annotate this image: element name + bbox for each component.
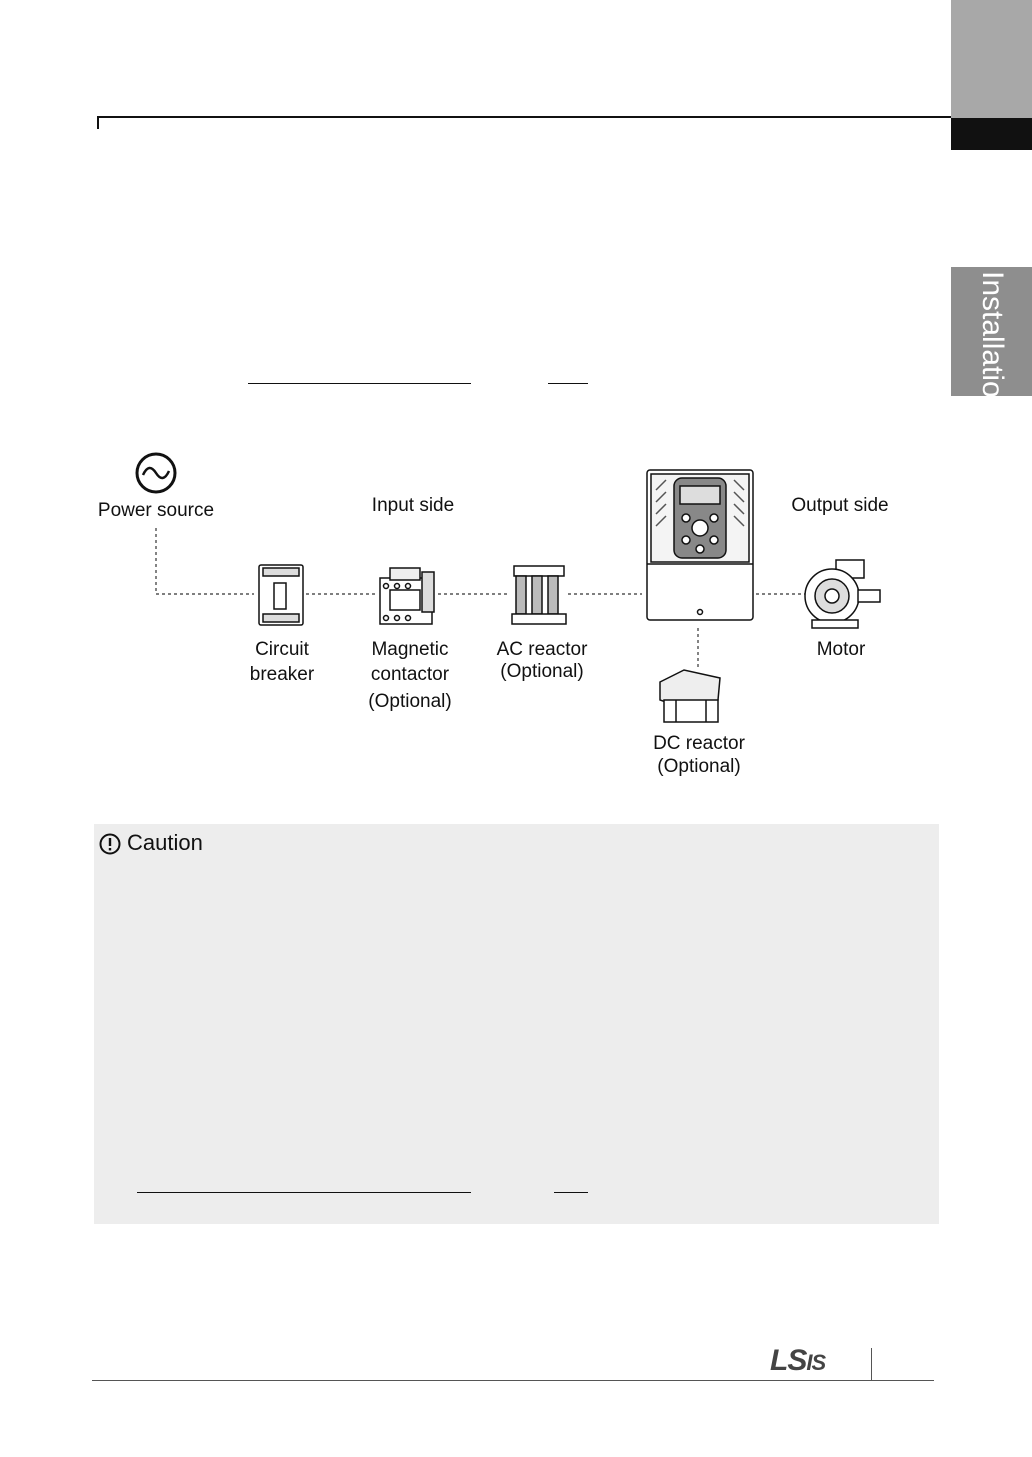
- magnetic-contactor-icon: [380, 568, 434, 624]
- circuit-breaker-icon: [259, 565, 303, 625]
- header-tick: [97, 116, 99, 129]
- chapter-tab-top: [951, 0, 1032, 118]
- magnetic-contactor-label: Magnetic contactor (Optional): [368, 639, 452, 712]
- dc-reactor-label: DC reactor (Optional): [653, 733, 745, 777]
- ac-reactor-icon: [512, 566, 566, 624]
- reference-underline: [548, 383, 588, 384]
- reference-underline: [137, 1192, 471, 1193]
- footer-rule: [92, 1380, 934, 1381]
- ac-reactor-label: AC reactor (Optional): [496, 639, 588, 682]
- footer-separator: [871, 1348, 872, 1380]
- header-rule: [97, 116, 951, 118]
- section-tab-label: Installation: [976, 271, 1009, 415]
- motor-icon: [805, 560, 880, 628]
- caution-title: Caution: [127, 830, 203, 855]
- motor-label: Motor: [816, 639, 866, 660]
- reference-underline: [554, 1192, 588, 1193]
- circuit-breaker-label: Circuit breaker: [249, 639, 315, 685]
- dc-reactor-icon: [660, 670, 720, 722]
- caution-box: [94, 824, 939, 1224]
- reference-underline: [248, 383, 471, 384]
- power-source-label: Power source: [97, 500, 215, 521]
- chapter-tab-marker: [951, 118, 1032, 150]
- output-side-label: Output side: [791, 495, 889, 516]
- section-tab-installation: [951, 267, 1032, 415]
- power-source-icon: [137, 454, 175, 492]
- company-logo: LSIS: [770, 1344, 826, 1377]
- input-side-label: Input side: [371, 495, 455, 516]
- caution-icon: [99, 833, 121, 855]
- inverter-icon: [647, 470, 753, 620]
- wiring-diagram: [0, 440, 950, 790]
